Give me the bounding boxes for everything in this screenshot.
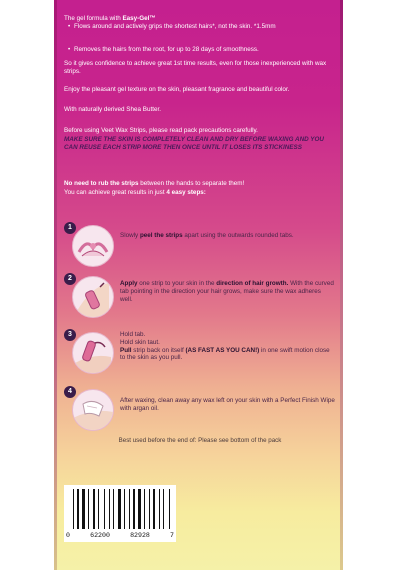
wipe-skin-icon	[72, 389, 114, 431]
step-text: Apply one strip to your skin in the direction of hair growth. With the curved tab pointing in the direction your hair grows, make sure the wax adheres well.	[120, 280, 334, 303]
best-before-note: Best used before the end of: Please see bottom of the pack	[118, 437, 282, 444]
barcode-bar	[113, 489, 114, 529]
barcode	[64, 485, 176, 542]
barcode-bar	[122, 489, 123, 529]
barcode-bar	[106, 489, 108, 529]
barcode-bar	[159, 489, 160, 529]
barcode-bar	[165, 489, 168, 529]
barcode-bar	[156, 489, 158, 529]
barcode-bar	[93, 489, 95, 529]
barcode-bar	[82, 489, 85, 529]
barcode-bar	[111, 489, 112, 529]
barcode-bar	[142, 489, 143, 529]
peel-strips-icon	[72, 225, 114, 267]
no-need-rub: No need to rub the strips between the hands to separate them!	[64, 180, 245, 187]
barcode-bar	[146, 489, 148, 529]
box-right-edge	[340, 0, 343, 570]
barcode-bar	[153, 489, 155, 529]
barcode-digits: 0 62200 82928 7	[66, 532, 174, 539]
barcode-bar	[90, 489, 92, 529]
barcode-bar	[126, 489, 128, 529]
barcode-bar	[75, 489, 76, 529]
intro-bullet-2: • Removes the hairs from the root, for up to 28 days of smoothness.	[64, 46, 344, 54]
step-text: Slowly peel the strips apart using the outwards rounded tabs.	[120, 232, 294, 239]
step-3	[64, 329, 336, 369]
barcode-bar	[86, 489, 87, 529]
barcode-bar	[149, 489, 150, 529]
step-4	[64, 386, 336, 426]
barcode-bar	[161, 489, 162, 529]
intro-confidence: So it gives confidence to achieve great 1st time results, even for those inexperienced with wax strips.	[64, 60, 327, 75]
barcode-bar	[163, 489, 164, 529]
caps-warning: MAKE SURE THE SKIN IS COMPLETELY CLEAN AND DRY BEFORE WAXING AND YOU CAN REUSE EACH STRIP MORE THEN ONCE UNTIL IT LOSES ITS STICKINESS	[64, 136, 324, 151]
barcode-bar	[136, 489, 137, 529]
barcode-bar	[118, 489, 121, 529]
barcode-bar	[88, 489, 89, 529]
barcode-bar	[77, 489, 79, 529]
barcode-bar	[73, 489, 74, 529]
barcode-bar	[96, 489, 97, 529]
barcode-bar	[144, 489, 145, 529]
barcode-bars	[73, 489, 171, 529]
step-text: After waxing, clean away any wax left on your skin with a Perfect Finish Wipe with argan oil.	[120, 397, 335, 412]
barcode-bar	[124, 489, 125, 529]
barcode-bar	[138, 489, 141, 529]
barcode-bar	[151, 489, 152, 529]
intro-formula: The gel formula with Easy-Gel™	[64, 15, 156, 22]
step-1	[64, 222, 336, 262]
barcode-bar	[98, 489, 99, 529]
barcode-bar	[131, 489, 132, 529]
intro-bullet-1: • Flows around and actively grips the shortest hairs*, not the skin. *1.5mm	[64, 23, 344, 31]
intro-precautions: Before using Veet Wax Strips, please read pack precautions carefully.	[64, 127, 258, 134]
intro-enjoy: Enjoy the pleasant gel texture on the skin, pleasant fragrance and beautiful color.	[64, 86, 290, 93]
step-number: 3	[64, 329, 76, 341]
barcode-bar	[169, 489, 170, 529]
intro-shea: With naturally derived Shea Butter.	[64, 106, 161, 113]
barcode-bar	[133, 489, 135, 529]
pull-strip-icon	[72, 332, 114, 374]
step-2	[64, 273, 336, 313]
steps-intro: You can achieve great results in just 4 easy steps:	[64, 189, 206, 196]
barcode-bar	[109, 489, 110, 529]
barcode-bar	[104, 489, 105, 529]
step-number: 1	[64, 222, 76, 234]
step-number: 4	[64, 386, 76, 398]
apply-strip-icon	[72, 276, 114, 318]
barcode-bar	[129, 489, 130, 529]
step-number: 2	[64, 273, 76, 285]
brand-easy-gel: Easy-Gel™	[122, 15, 156, 22]
barcode-bar	[100, 489, 103, 529]
step-text: Hold tab. Hold skin taut. Pull strip back on itself (AS FAST AS YOU CAN!) in one swift motion close to the skin as you pull.	[120, 331, 330, 362]
barcode-bar	[115, 489, 117, 529]
barcode-bar	[80, 489, 81, 529]
